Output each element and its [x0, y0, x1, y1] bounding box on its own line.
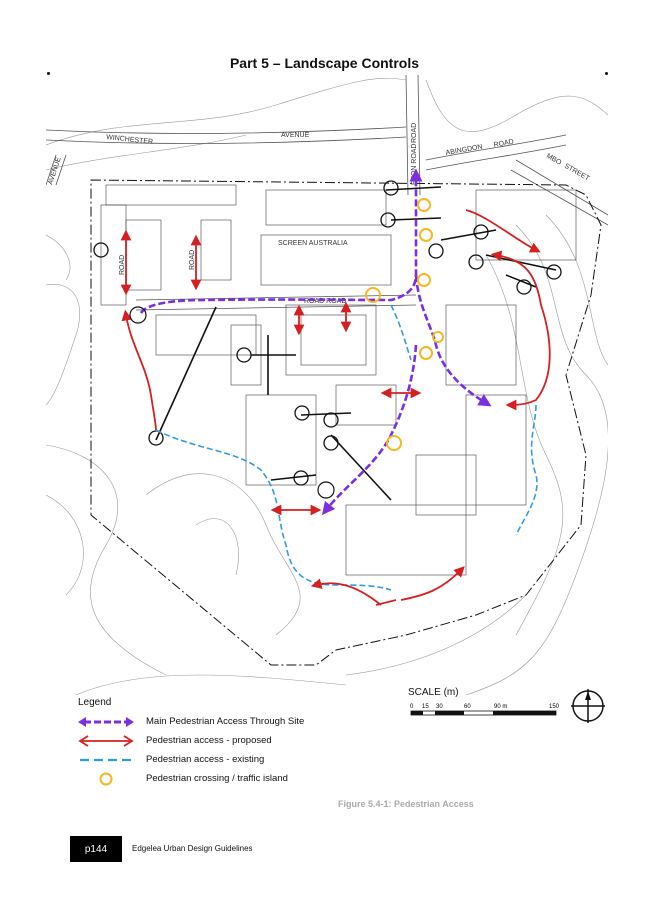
legend-item-proposed [78, 731, 338, 750]
legend-title: Legend [78, 697, 112, 708]
north-arrow-icon [568, 686, 608, 726]
page-title: Part 5 – Landscape Controls [229, 55, 420, 71]
map-labels [47, 123, 591, 305]
legend-label-crossing: Pedestrian crossing / traffic island [146, 773, 288, 784]
roundabout-left [130, 307, 146, 323]
legend-item-crossing [78, 769, 338, 788]
label-abingdon: ABINGDON [445, 143, 484, 157]
label-avenue-top: AVENUE [281, 132, 310, 139]
blue-dashed-line-icon [78, 753, 144, 767]
crossing-markers [366, 199, 443, 450]
legend-label-proposed: Pedestrian access - proposed [146, 735, 272, 746]
label-mbo: MBO [545, 152, 563, 167]
roundabout-south [318, 482, 334, 498]
page-number: p144 [84, 843, 108, 855]
purple-dashed-arrow-icon [78, 715, 144, 729]
legend-label-existing: Pedestrian access - existing [146, 754, 265, 765]
scale-bar [408, 687, 568, 728]
figure-caption: Figure 5.4-1: Pedestrian Access [338, 799, 474, 809]
scale-tick-150: 150 [549, 704, 560, 710]
site-boundary [91, 180, 601, 665]
label-road-horizontal: ROAD [493, 138, 515, 149]
scale-tick-90: 90 m [494, 704, 508, 710]
label-road-block: ROAD [189, 249, 196, 270]
red-double-arrow-icon [78, 734, 144, 748]
scale-title: SCALE (m) [408, 687, 459, 698]
label-winchester: WINCHESTER [105, 134, 154, 146]
label-screen-australia: SCREEN AUSTRALIA [278, 240, 348, 247]
footer-doc-title: Edgelea Urban Design Guidelines [132, 844, 253, 853]
yellow-circle-icon [78, 772, 144, 786]
label-road-left: ROAD [119, 254, 126, 275]
legend-item-main-access [78, 712, 338, 731]
scale-tick-60: 60 [464, 704, 471, 710]
scale-tick-15: 15 [422, 704, 429, 710]
label-street: STREET [563, 162, 591, 183]
scale-tick-0: 0 [410, 704, 414, 710]
label-road-vertical: ROAD [411, 122, 418, 143]
label-road-mid: ROAD ROAD [304, 298, 347, 305]
label-avenue-left: AVENUE [47, 156, 63, 186]
contour-lines [46, 78, 608, 695]
view-corridors [156, 187, 556, 500]
label-eton-road: ETON ROAD [411, 143, 418, 185]
page-number-badge [70, 836, 122, 862]
legend-label-main-access: Main Pedestrian Access Through Site [146, 716, 305, 727]
site-plan-map [46, 75, 608, 695]
scale-tick-30: 30 [436, 704, 443, 710]
legend-item-existing [78, 750, 338, 769]
map-legend [78, 697, 338, 788]
viewpoint-markers [94, 181, 561, 485]
scale-bar-graphic [408, 700, 568, 726]
existing-paths [156, 305, 537, 590]
